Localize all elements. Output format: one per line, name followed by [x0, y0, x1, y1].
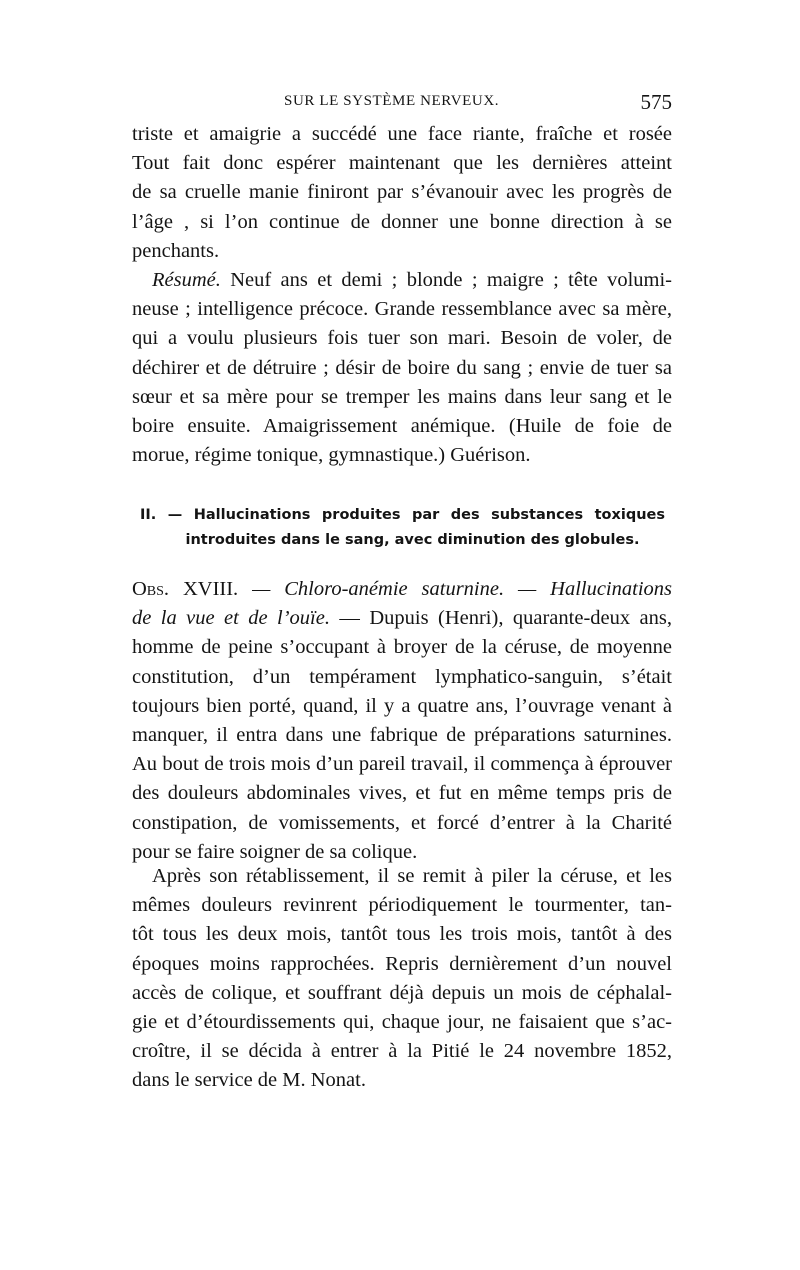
text-line: sœur et sa mère pour se tremper les mains dans leur sang et le	[132, 385, 672, 408]
observation-label: Obs. XVIII.	[132, 578, 239, 600]
text-line: de sa cruelle manie finiront par s’évanouir avec les progrès de	[132, 181, 672, 204]
observation-title-cont: de la vue et de l’ouïe.	[132, 607, 330, 630]
observation-line-rest: — Dupuis (Henri), quarante-deux ans,	[339, 607, 672, 630]
text-line: mêmes douleurs revinrent périodiquement le tourmenter, tan-	[132, 894, 672, 917]
text-line: Après son rétablissement, il se remit à piler la céruse, et les	[152, 865, 672, 887]
text-line: accès de colique, et souffrant déjà depuis un mois de céphalal-	[132, 981, 672, 1004]
text-line: l’âge , si l’on continue de donner une bonne direction à se	[132, 210, 672, 233]
text-line: dans le service de M. Nonat.	[132, 1069, 366, 1092]
text-line	[132, 266, 672, 295]
text-line	[132, 575, 672, 604]
text-line: boire ensuite. Amaigrissement anémique. (Huile de foie de	[132, 415, 672, 438]
text-line: neuse ; intelligence précoce. Grande ressemblance avec sa mère,	[132, 298, 672, 321]
section-heading	[140, 503, 665, 553]
page-number: 575	[640, 90, 672, 114]
text-line: Tout fait donc espérer maintenant que les dernières atteint	[132, 152, 672, 175]
paragraph-continuation	[132, 120, 672, 266]
text-line: tôt tous les deux mois, tantôt tous les trois mois, tantôt à des	[132, 923, 672, 946]
text-line: toujours bien porté, quand, il y a quatre ans, l’ouvrage venant à	[132, 694, 672, 717]
heading-line: II. — Hallucinations produites par des substances toxiques	[140, 507, 665, 523]
text-line: gie et d’étourdissements qui, chaque jour, ne faisaient que s’ac-	[132, 1011, 672, 1034]
resume-paragraph	[132, 266, 672, 470]
text-line: constipation, de vomissements, et forcé d’entrer à la Charité	[132, 811, 672, 834]
text-line: croître, il se décida à entrer à la Pitié le 24 novembre 1852,	[132, 1040, 672, 1063]
observation-title: — Chloro-anémie saturnine. — Hallucinations	[252, 578, 672, 600]
text-line: constitution, d’un tempérament lymphatico-sanguin, s’était	[132, 665, 672, 688]
text-line: des douleurs abdominales vives, et fut en même temps pris de	[132, 782, 672, 805]
resume-first-line: Neuf ans et demi ; blonde ; maigre ; tête volumi-	[230, 269, 672, 291]
heading-line: introduites dans le sang, avec diminution des globules.	[185, 532, 640, 548]
text-line: déchirer et de détruire ; désir de boire du sang ; envie de tuer sa	[132, 356, 672, 379]
observation-paragraph	[132, 575, 672, 867]
text-line: manquer, il entra dans une fabrique de préparations saturnines.	[132, 724, 672, 747]
text-line: homme de peine s’occupant à broyer de la céruse, de moyenne	[132, 636, 672, 659]
text-line: Au bout de trois mois d’un pareil travail, il commença à éprouver	[132, 753, 672, 776]
text-line: morue, régime tonique, gymnastique.) Guérison.	[132, 444, 531, 467]
text-line: pour se faire soigner de sa colique.	[132, 840, 418, 863]
text-line: époques moins rapprochées. Repris dernièrement d’un nouvel	[132, 952, 672, 975]
text-line: penchants.	[132, 239, 220, 262]
resume-label: Résumé.	[152, 269, 221, 291]
text-line: triste et amaigrie a succédé une face riante, fraîche et rosée	[132, 123, 672, 145]
paragraph-apres	[132, 862, 672, 1096]
text-line: qui a voulu plusieurs fois tuer son mari. Besoin de voler, de	[132, 327, 672, 350]
running-title: SUR LE SYSTÈME NERVEUX.	[284, 93, 500, 109]
running-head	[132, 90, 672, 117]
text-line	[132, 604, 672, 633]
